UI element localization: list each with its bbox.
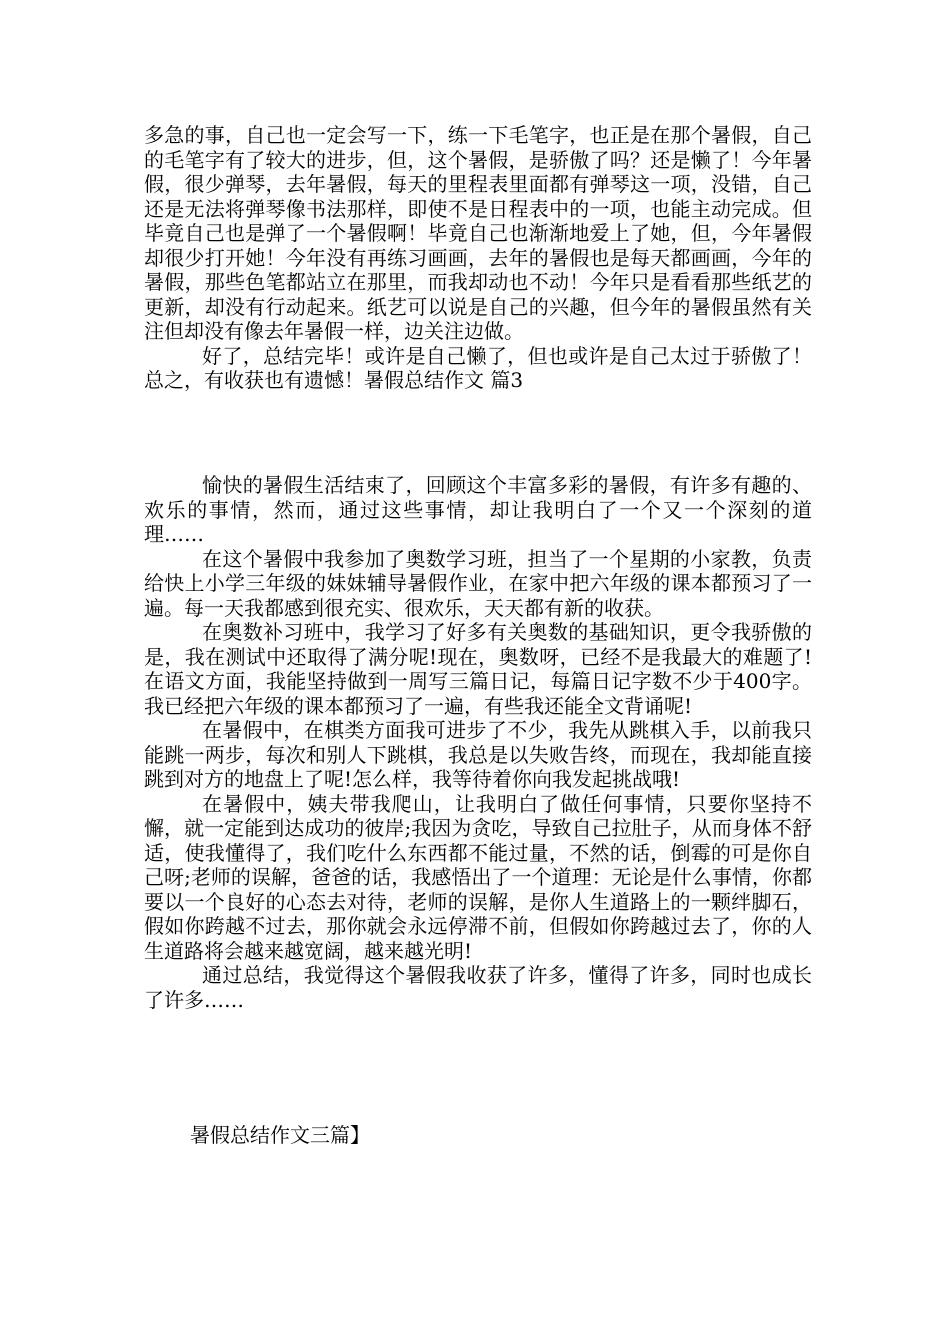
paragraph-chess: 在暑假中，在棋类方面我可进步了不少，我先从跳棋入手，以前我只能跳一两步，每次和别人下跳棋，我总是以失败告终，而现在，我却能直接跳到对方的地盘上了呢!怎么样，我等待着你向我发起挑战哦! (144, 718, 812, 791)
text-section-top (144, 123, 812, 393)
paragraph-lessons: 在暑假中，姨夫带我爬山，让我明白了做任何事情，只要你坚持不懈，就一定能到达成功的彼岸;我因为贪吃，导致自己拉肚子，从而身体不舒适，使我懂得了，我们吃什么东西都不能过量，不然的话，倒霉的可是你自己呀;老师的误解，爸爸的话，我感悟出了一个道理：无论是什么事情，你都要以一个良好的心态去对待，老师的误解，是你人生道路上的一颗绊脚石，假如你跨越不过去，那你就会永远停滞不前，但假如你跨越过去了，你的人生道路将会越来越宽阔，越来越光明! (144, 791, 812, 963)
paragraph-continuation: 多急的事，自己也一定会写一下，练一下毛笔字，也正是在那个暑假，自己的毛笔字有了较大的进步，但，这个暑假，是骄傲了吗？还是懒了！今年暑假，很少弹琴，去年暑假，每天的里程表里面都有弹琴这一项，没错，自己还是无法将弹琴像书法那样，即使不是日程表中的一项，也能主动完成。但毕竟自己也是弹了一个暑假啊！毕竟自己也渐渐地爱上了她，但，今年暑假却很少打开她！今年没有再练习画画，去年的暑假也是每天都画画，今年的暑假，那些色笔都站立在那里，而我却动也不动！今年只是看看那些纸艺的更新，却没有行动起来。纸艺可以说是自己的兴趣，但今年的暑假虽然有关注但却没有像去年暑假一样，边关注边做。 (144, 123, 812, 343)
footer-title: 暑假总结作文三篇】 (190, 1123, 370, 1147)
paragraph-conclusion: 好了，总结完毕！或许是自己懒了，但也或许是自己太过于骄傲了！总之，有收获也有遗憾！暑假总结作文 篇3 (144, 343, 812, 392)
paragraph-summary: 通过总结，我觉得这个暑假我收获了许多，懂得了许多，同时也成长了许多…… (144, 963, 812, 1012)
paragraph-study-class: 在这个暑假中我参加了奥数学习班，担当了一个星期的小家教，负责给快上小学三年级的妹妹辅导暑假作业，在家中把六年级的课本都预习了一遍。每一天我都感到很充实、很欢乐，天天都有新的收获。 (144, 546, 812, 620)
paragraph-intro: 愉快的暑假生活结束了，回顾这个丰富多彩的暑假，有许多有趣的、欢乐的事情，然而，通过这些事情，却让我明白了一个又一个深刻的道理…… (144, 473, 812, 546)
paragraph-math-class: 在奥数补习班中，我学习了好多有关奥数的基础知识，更令我骄傲的是，我在测试中还取得了满分呢!现在，奥数呀，已经不是我最大的难题了!在语文方面，我能坚持做到一周写三篇日记，每篇日记字数不少于400字。我已经把六年级的课本都预习了一遍，有些我还能全文背诵呢! (144, 620, 812, 718)
text-section-essay-3 (144, 473, 812, 1012)
